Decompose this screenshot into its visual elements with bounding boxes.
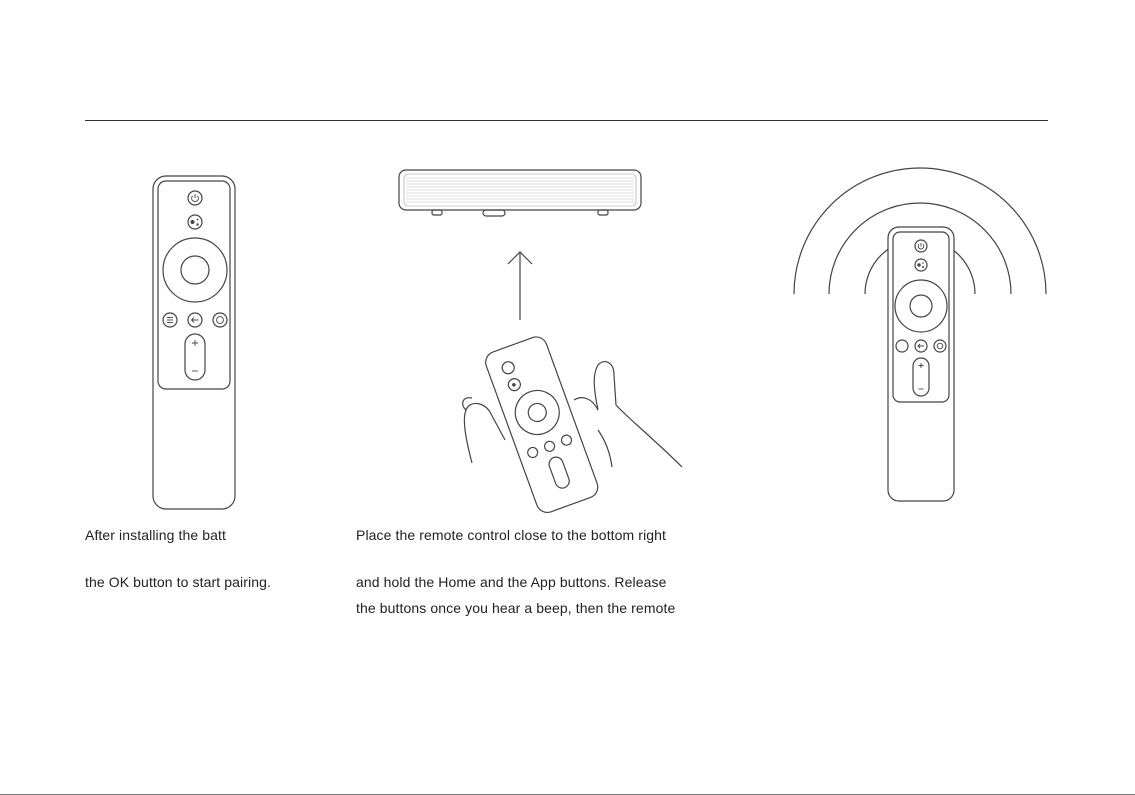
step1-line2: the OK button to start pairing. — [85, 574, 271, 590]
step2-line1: Place the remote control close to the bottom right — [356, 527, 667, 543]
arrow-up-icon — [508, 252, 532, 320]
remote-control-icon — [888, 227, 954, 501]
remote-in-hand-icon — [463, 334, 682, 516]
step1-line1: After installing the batt — [85, 527, 227, 543]
step2-line3: the buttons once you hear a beep, then the remote — [356, 600, 676, 616]
projector-icon — [399, 170, 641, 216]
remote-control-icon — [153, 176, 235, 509]
step2-line2: and hold the Home and the App buttons. Release — [356, 574, 667, 590]
